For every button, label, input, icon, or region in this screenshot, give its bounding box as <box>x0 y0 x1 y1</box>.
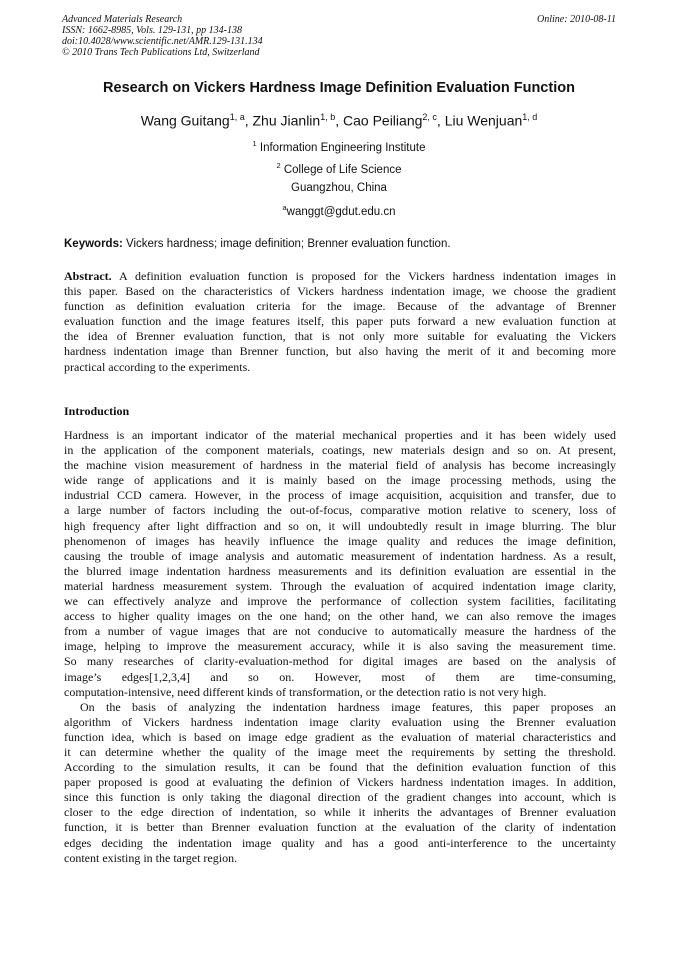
abstract-line: function as definition evaluation criteria for the image. Because of the advantage of Brenner <box>64 299 616 314</box>
keywords <box>64 238 616 250</box>
affiliation-superscript: 2 <box>276 161 281 170</box>
text-line: wide range of applications and it is mainly based on the image processing methods, using the <box>64 473 616 488</box>
online-date: Online: 2010-08-11 <box>537 14 616 25</box>
email-address[interactable]: wanggt@gdut.edu.cn <box>286 205 396 218</box>
affiliation-city: Guangzhou, China <box>291 182 387 194</box>
text-line: closer to the edge direction of indentation, so while it inherits the advantages of Brenner evaluation <box>64 805 616 820</box>
text-line: access to higher quality images on the one hand; on the other hand, we can also remove the images <box>64 609 616 624</box>
text-line: since this function is only taking the diagonal direction of the gradient changes into account, which is <box>64 790 616 805</box>
text-line: algorithm of Vickers hardness indentation image clarity evaluation using the Brenner evaluation <box>64 714 616 729</box>
abstract-line: evaluation function and the image features itself, this paper puts forward a new evaluation function at <box>64 314 616 329</box>
keywords-text: Vickers hardness; image definition; Brenner evaluation function. <box>126 238 451 250</box>
text-line: computation-intensive, need different kinds of transformation, or the detection ratio is not very high. <box>64 684 547 699</box>
author-superscript: 1, b <box>320 112 336 122</box>
author-superscript: 2, c <box>422 112 437 122</box>
text-line: According to the simulation results, it can be found that the definition evaluation function of this <box>64 760 616 775</box>
text-line: So many researches of clarity-evaluation-method for digital images are based on the analysis of <box>64 654 616 669</box>
text-line: function idea, which is based on image edge gradient as the evaluation of material characteristics and <box>64 729 616 744</box>
text-line: content existing in the target region. <box>64 850 238 865</box>
abstract-line: this paper. Based on the characteristics of Vickers hardness indentation image, we choose the gradient <box>64 284 616 299</box>
text-line: it can determine whether the quality of the image meet the requirements by setting the threshold. <box>64 744 616 759</box>
affiliation-superscript: 1 <box>252 139 257 148</box>
paragraph <box>64 700 616 866</box>
author-name: Liu Wenjuan <box>444 112 523 129</box>
abstract-label: Abstract. <box>64 269 112 283</box>
affiliation-2 <box>0 161 678 176</box>
text-line: the machine vision measurement of hardness in the material field of analysis has become increasingly <box>64 458 616 473</box>
text-line: function, it is better than Brenner evaluation function at the evaluation of the clarity of indentation <box>64 820 616 835</box>
text-line: a large number of factors including the out-of-focus, comparative motion relative to scenery, loss of <box>64 503 616 518</box>
author-email <box>0 203 678 218</box>
abstract-line: practical according to the experiments. <box>64 359 251 374</box>
text-line: On the basis of analyzing the indentation hardness image features, this paper proposes an <box>80 699 616 714</box>
author-name: Wang Guitang <box>140 112 230 129</box>
author-superscript: 1, d <box>522 112 538 122</box>
text-line: industrial CCD camera. However, in the process of image acquisition, acquisition and transfer, due to <box>64 488 616 503</box>
affiliation-text: Information Engineering Institute <box>259 141 426 154</box>
keywords-label: Keywords: <box>64 238 123 250</box>
text-line: the blurred image indentation hardness measurements and its definition evaluation are essential in the <box>64 563 616 578</box>
affiliation-text: College of Life Science <box>283 163 402 176</box>
email-superscript: a <box>282 203 287 212</box>
issn-line: ISSN: 1662-8985, Vols. 129-131, pp 134-138 <box>62 25 242 36</box>
text-line: high frequency after light diffraction and so on, it will undoubtedly result in image blurring. The blur <box>64 518 616 533</box>
abstract-line: hardness indentation image than Brenner function, but also having the merit of it and becoming more <box>64 344 616 359</box>
text-line: we can effectively analyze and improve the performance of collection system facilities, facilitating <box>64 594 616 609</box>
text-line: Hardness is an important indicator of the material mechanical properties and it has been widely used <box>64 428 616 442</box>
section-heading: Introduction <box>64 404 130 418</box>
abstract <box>64 269 616 375</box>
copyright-line: © 2010 Trans Tech Publications Ltd, Switzerland <box>62 47 260 58</box>
journal-header <box>62 14 616 58</box>
journal-name: Advanced Materials Research <box>62 14 183 25</box>
text-line: image’s edges[1,2,3,4] and so on. However, most of them are time-consuming, <box>64 669 616 684</box>
text-line: material hardness measurement system. Through the evaluation of acquired indentation image clarity, <box>64 578 616 593</box>
text-line: causing the trouble of image analysis and automatic measurement of indentation hardness. As a result, <box>64 548 616 563</box>
introduction-body <box>64 428 616 866</box>
affiliation-1 <box>0 139 678 154</box>
paper-title: Research on Vickers Hardness Image Definition Evaluation Function <box>103 80 575 96</box>
text-line: phenomenon of images has heavily influence the image quality and reduces the image definition, <box>64 533 616 548</box>
doi-line[interactable]: doi:10.4028/www.scientific.net/AMR.129-131.134 <box>62 36 263 47</box>
author-name: Zhu Jianlin <box>252 112 321 129</box>
author-superscript: 1, a <box>229 112 245 122</box>
text-line: from a number of vague images that are not conducive to automatically measure the hardness of the <box>64 624 616 639</box>
text-line: edges deciding the indentation image quality and has a good anti-interference to the uncertainty <box>64 835 616 850</box>
text-line: in the application of the component materials, coatings, new materials design and so on. At present, <box>64 443 616 458</box>
text-line: paper proposed is good at evaluating the definion of Vickers hardness indentation images. In addition, <box>64 775 616 790</box>
paragraph <box>64 428 616 700</box>
abstract-line: the idea of Brenner evaluation function, that is not only more suitable for evaluating the Vickers <box>64 329 616 344</box>
abstract-line: Abstract. A definition evaluation function is proposed for the Vickers hardness indentation images in <box>64 269 616 283</box>
text-line: image, helping to improve the measurement accuracy, while it is also saving the measurement time. <box>64 639 616 654</box>
author-list: Wang Guitang$^{1, a}$, Zhu Jianlin$^{1, b}$, Cao Peiliang$^{2, c}$, Liu Wenjuan$^{1, d}$ <box>140 112 538 129</box>
author-name: Cao Peiliang <box>343 112 423 129</box>
